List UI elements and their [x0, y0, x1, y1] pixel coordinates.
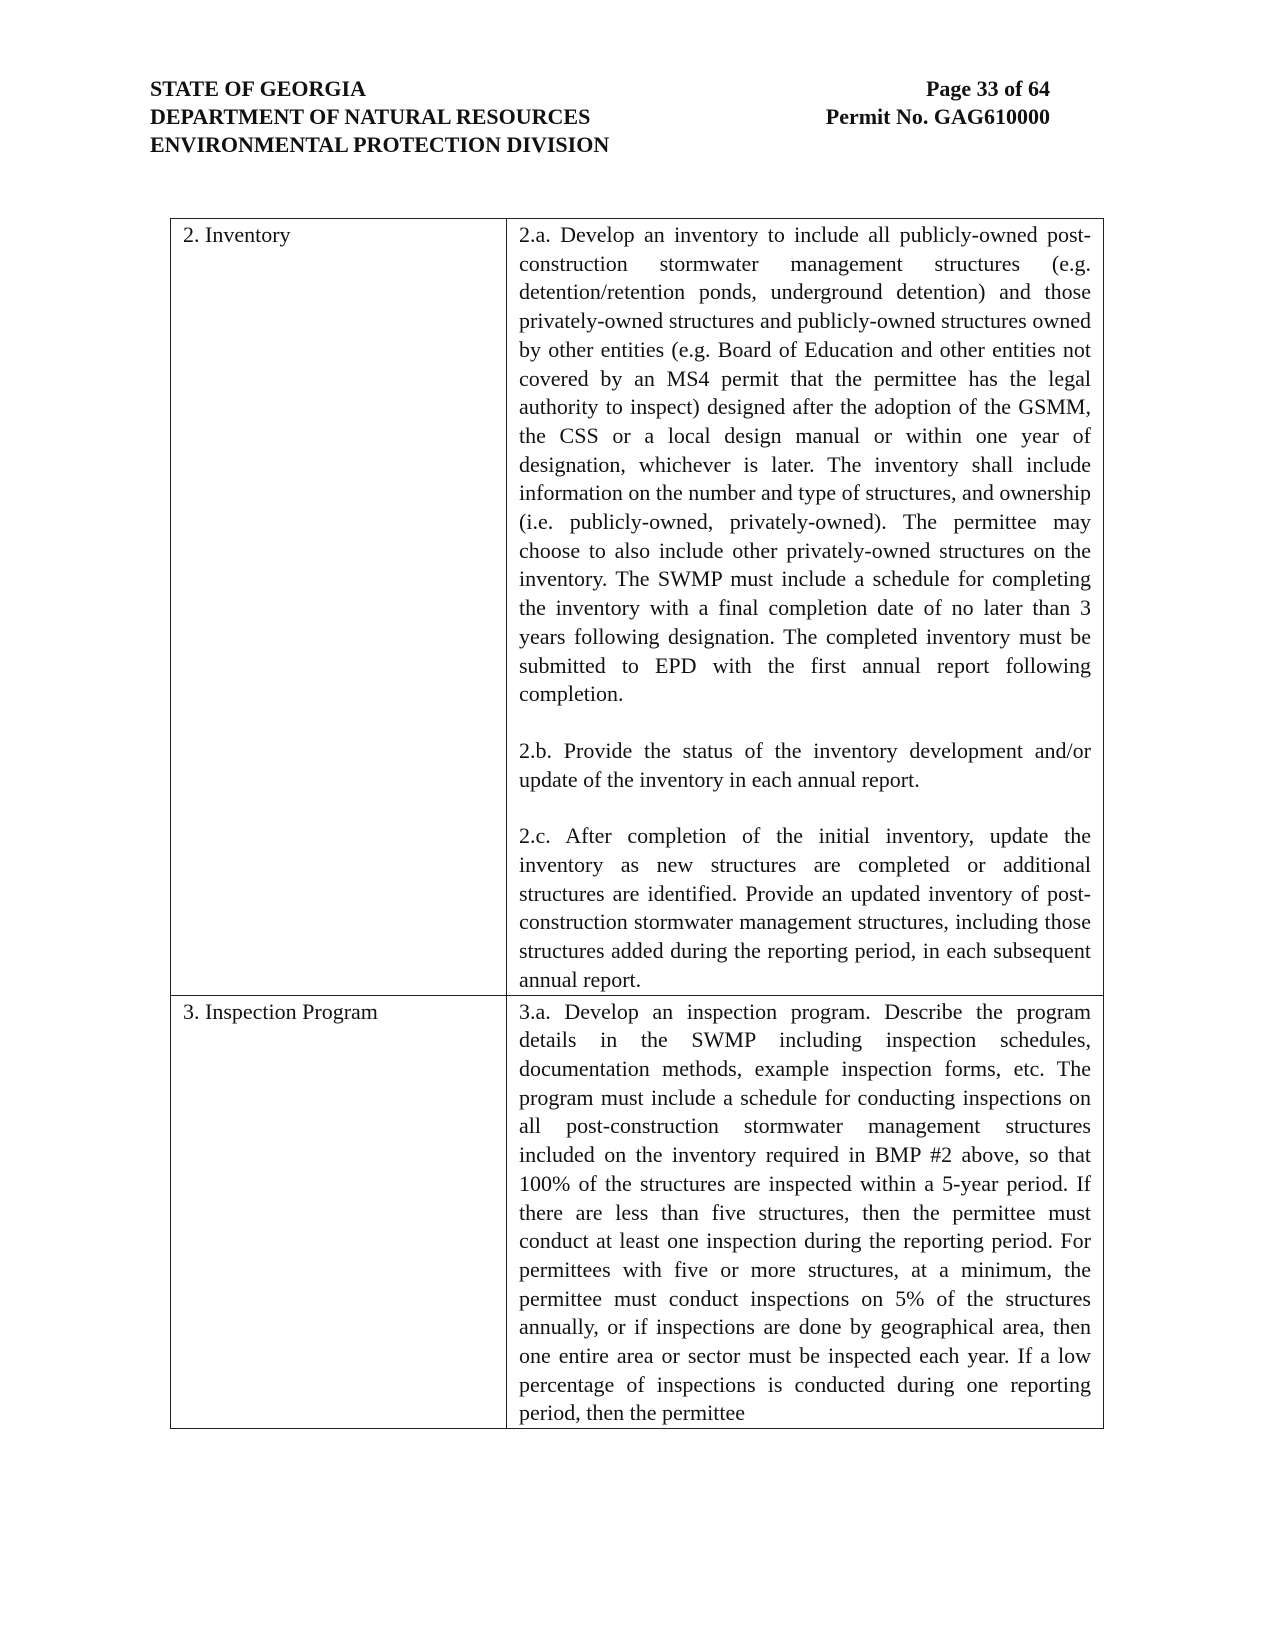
- permit-number: Permit No. GAG610000: [825, 104, 1050, 129]
- bmp-requirements: [507, 219, 1104, 996]
- requirement-2a: 2.a. Develop an inventory to include all publicly-owned post-construction stormwater management structures (e.g. detention/retention ponds, underground detention) and those privately-owned structures and publicly-owned structures owned by other entities (e.g. Board of Education and other entities not covered by an MS4 permit that the permittee has the legal authority to inspect) designed after the adoption of the GSMM, the CSS or a local design manual or within one year of designation, whichever is later. The inventory shall include information on the number and type of structures, and ownership (i.e. publicly-owned, privately-owned). The permittee may choose to also include other privately-owned structures on the inventory. The SWMP must include a schedule for completing the inventory with a final completion date of no later than 3 years following designation. The completed inventory must be submitted to EPD with the first annual report following completion.: [519, 222, 1091, 707]
- table-row-inspection-program: [171, 995, 1104, 1429]
- requirement-2b: 2.b. Provide the status of the inventory development and/or update of the inventory in each annual report.: [519, 737, 1091, 792]
- bmp-requirements: [507, 995, 1104, 1429]
- table-row-inventory: [171, 219, 1104, 996]
- agency-block: [150, 75, 609, 159]
- agency-division: ENVIRONMENTAL PROTECTION DIVISION: [150, 132, 610, 157]
- page-number: Page 33 of 64: [925, 76, 1050, 101]
- bmp-table: [170, 218, 1104, 1429]
- requirement-2c: 2.c. After completion of the initial inventory, update the inventory as new structures are completed or additional structures are identified. Provide an updated inventory of post-construction stormwater management structures, including those structures added during the reporting period, in each subsequent annual report.: [519, 823, 1091, 992]
- permit-block: [826, 75, 1050, 131]
- agency-department: DEPARTMENT OF NATURAL RESOURCES: [150, 104, 591, 129]
- bmp-label: 3. Inspection Program: [171, 995, 507, 1429]
- requirement-3a: 3.a. Develop an inspection program. Describe the program details in the SWMP including inspection schedules, documentation methods, example inspection forms, etc. The program must include a schedule for conducting inspections on all post-construction stormwater management structures included on the inventory required in BMP #2 above, so that 100% of the structures are inspected within a 5-year period. If there are less than five structures, then the permittee must conduct at least one inspection during the reporting period. For permittees with five or more structures, at a minimum, the permittee must conduct inspections on 5% of the structures annually, or if inspections are done by geographical area, then one entire area or sector must be inspected each year. If a low percentage of inspections is conducted during one reporting period, then the permittee: [519, 998, 1091, 1426]
- bmp-label: 2. Inventory: [171, 219, 507, 996]
- agency-state: STATE OF GEORGIA: [150, 76, 366, 101]
